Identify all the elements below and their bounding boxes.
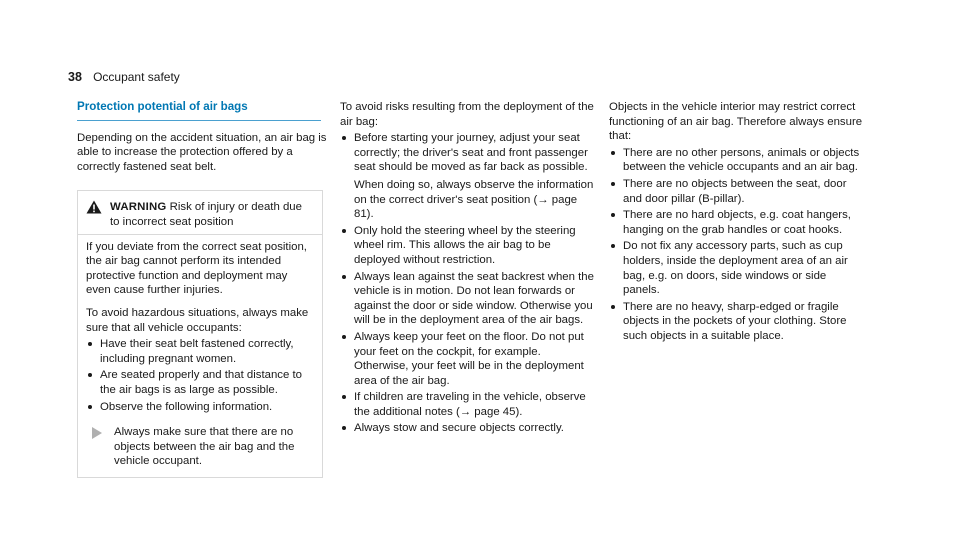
bullet-icon	[88, 373, 92, 377]
warning-box	[77, 190, 323, 478]
list-item	[340, 270, 596, 328]
list-item-text: There are no heavy, sharp-edged or fragile objects in the pockets of your clothing. Store such objects in a suitable place.	[623, 300, 847, 342]
list-item-subtext: When doing so, always observe the information on the correct driver's seat position (→ page 81).	[354, 178, 594, 221]
warning-instruction: To avoid hazardous situations, always make sure that all vehicle occupants:	[86, 306, 309, 334]
warning-divider	[78, 234, 322, 235]
list-item	[609, 208, 865, 237]
warning-bullet-list	[86, 337, 314, 414]
list-item	[340, 131, 596, 222]
list-item-text: Do not fix any accessory parts, such as cup holders, inside the deployment area of an air bag, e.g. on doors, side windows or side panels.	[623, 240, 848, 297]
bullet-icon	[611, 305, 615, 309]
warning-title-text: Risk of injury or death due to incorrect seat position	[110, 201, 302, 228]
bullet-icon	[611, 151, 615, 155]
list-item	[340, 330, 596, 388]
page-number: 38	[68, 70, 82, 84]
list-item	[609, 146, 865, 175]
bullet-icon	[88, 405, 92, 409]
warning-triangle-icon	[86, 200, 102, 214]
bullet-list	[609, 146, 865, 344]
bullet-icon	[88, 342, 92, 346]
warning-label: WARNING	[110, 201, 167, 214]
list-item-text: Always lean against the seat backrest when the vehicle is in motion. Do not lean forwards or against the door or side window. Otherwise you will be in the deployment area of the air bags.	[354, 270, 594, 327]
list-item-text: Observe the following information.	[100, 400, 273, 413]
list-item-text: If children are traveling in the vehicle, observe the additional notes (→ page 45).	[354, 391, 586, 418]
page-header	[68, 70, 428, 86]
list-item	[609, 239, 865, 297]
section-title: Occupant safety	[93, 70, 180, 84]
column-middle	[340, 100, 596, 436]
bullet-icon	[611, 182, 615, 186]
bullet-icon	[611, 244, 615, 248]
list-item-text: Before starting your journey, adjust your seat correctly; the driver's seat and front passenger seat should be moved as far back as possible.	[354, 132, 588, 174]
list-item	[609, 177, 865, 206]
list-item-text: Always keep your feet on the floor. Do not put your feet on the cockpit, for example. Otherwise, your feet will be in the deployment area of the air bag.	[354, 330, 584, 387]
list-item	[609, 300, 865, 344]
bullet-icon	[342, 395, 346, 399]
bullet-icon	[611, 213, 615, 217]
list-item	[340, 390, 596, 419]
list-item-text: There are no hard objects, e.g. coat hangers, hanging on the grab handles or coat hooks.	[623, 209, 851, 236]
column-left	[77, 100, 327, 478]
bullet-icon	[342, 136, 346, 140]
list-item	[86, 337, 314, 366]
intro-paragraph: To avoid risks resulting from the deployment of the air bag:	[340, 101, 594, 128]
list-item	[86, 400, 314, 415]
warning-text: If you deviate from the correct seat position, the air bag cannot perform its intended protective function and deployment may even cause further injuries.	[86, 240, 307, 297]
warning-body	[78, 240, 322, 415]
list-item	[86, 368, 314, 397]
intro-paragraph: Depending on the accident situation, an air bag is able to increase the protection offered by a correctly fastened seat belt.	[77, 131, 327, 173]
list-item	[340, 224, 596, 268]
intro-paragraph: Objects in the vehicle interior may restrict correct functioning of an air bag. Therefore always ensure that:	[609, 101, 863, 143]
warning-note	[78, 425, 322, 469]
list-item-text: There are no objects between the seat, door and door pillar (B-pillar).	[623, 177, 847, 205]
play-arrow-icon	[92, 427, 102, 439]
column-right	[609, 100, 865, 344]
list-item-text: There are no other persons, animals or objects between the vehicle occupants and an air bag.	[623, 146, 860, 174]
note-text: Always make sure that there are no objects between the air bag and the vehicle occupant.	[114, 426, 295, 468]
section-heading: Protection potential of air bags	[77, 100, 321, 121]
list-item-text: Are seated properly and that distance to the air bags is as large as possible.	[100, 369, 302, 396]
bullet-icon	[342, 275, 346, 279]
warning-header	[78, 200, 322, 229]
bullet-list	[340, 131, 596, 436]
list-item-text: Only hold the steering wheel by the steering wheel rim. This allows the air bag to be deployed without restriction.	[354, 224, 576, 266]
list-item-text: Always stow and secure objects correctly.	[354, 422, 564, 435]
list-item	[340, 421, 596, 436]
bullet-icon	[342, 426, 346, 430]
bullet-icon	[342, 229, 346, 233]
warning-title	[110, 200, 314, 229]
list-item-text: Have their seat belt fastened correctly, including pregnant women.	[100, 338, 294, 365]
bullet-icon	[342, 335, 346, 339]
